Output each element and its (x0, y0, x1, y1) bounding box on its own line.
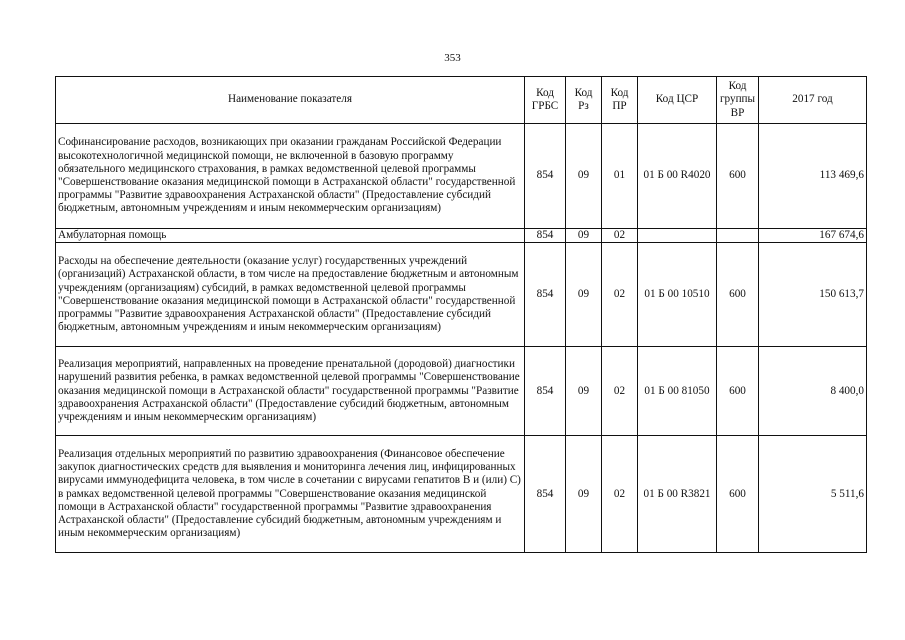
header-pr: Код ПР (602, 77, 638, 124)
row-amount: 150 613,7 (759, 243, 867, 347)
table-row (56, 229, 867, 243)
header-vr: Код группы ВР (717, 77, 759, 124)
table-row (56, 436, 867, 553)
row-amount: 8 400,0 (759, 347, 867, 436)
row-pr: 02 (602, 229, 638, 243)
row-name: Реализация мероприятий, направленных на проведение пренатальной (дородовой) диагностики нарушений развития ребенка, в рамках ведомственной целевой программы "Совершенствование оказания медицинской помощи в Астраханской области" государственной программы "Развитие здравоохранения Астраханской области" (Предоставление субсидий бюджетным, автономным учреждениям и иным некоммерческим организациям) (56, 347, 525, 436)
row-amount: 167 674,6 (759, 229, 867, 243)
row-rz: 09 (566, 347, 602, 436)
row-rz: 09 (566, 436, 602, 553)
row-csr: 01 Б 00 R3821 (638, 436, 717, 553)
row-pr: 02 (602, 347, 638, 436)
row-csr (638, 229, 717, 243)
row-name: Расходы на обеспечение деятельности (оказание услуг) государственных учреждений (организаций) Астраханской области, в том числе на предоставление бюджетным и автономным учреждениям (организациям) субсидий, в рамках ведомственной целевой программы "Совершенствование оказания медицинской помощи в Астраханской области" государственной программы "Развитие здравоохранения Астраханской области" (Предоставление субсидий бюджетным, автономным учреждениям и иным некоммерческим организациям) (56, 243, 525, 347)
row-vr (717, 229, 759, 243)
row-rz: 09 (566, 229, 602, 243)
row-grbs: 854 (525, 347, 566, 436)
header-csr: Код ЦСР (638, 77, 717, 124)
page-number: 353 (444, 52, 461, 64)
row-grbs: 854 (525, 243, 566, 347)
row-grbs: 854 (525, 124, 566, 229)
row-name: Софинансирование расходов, возникающих при оказании гражданам Российской Федерации высокотехнологичной медицинской помощи, не включенной в базовую программу обязательного медицинского страхования, в рамках ведомственной целевой программы "Совершенствование оказания медицинской помощи в Астраханской области" государственной программы "Развитие здравоохранения Астраханской области" (Предоставление субсидий бюджетным, автономным учреждениям и иным некоммерческим организациям) (56, 124, 525, 229)
row-csr: 01 Б 00 R4020 (638, 124, 717, 229)
row-pr: 02 (602, 243, 638, 347)
row-amount: 5 511,6 (759, 436, 867, 553)
row-pr: 01 (602, 124, 638, 229)
row-csr: 01 Б 00 10510 (638, 243, 717, 347)
header-row (56, 77, 867, 124)
budget-table (55, 76, 867, 553)
row-pr: 02 (602, 436, 638, 553)
table-row (56, 243, 867, 347)
row-amount: 113 469,6 (759, 124, 867, 229)
row-name: Амбулаторная помощь (56, 229, 525, 243)
header-name: Наименование показателя (56, 77, 525, 124)
row-csr: 01 Б 00 81050 (638, 347, 717, 436)
row-grbs: 854 (525, 436, 566, 553)
row-name: Реализация отдельных мероприятий по развитию здравоохранения (Финансовое обеспечение закупок диагностических средств для выявления и мониторинга лечения лиц, инфицированных вирусами иммунодефицита человека, в том числе в сочетании с вирусами гепатитов В и (или) С) в рамках ведомственной целевой программы "Совершенствование оказания медицинской помощи в Астраханской области" государственной программы "Развитие здравоохранения Астраханской области" (Предоставление субсидий бюджетным, автономным учреждениям и иным некоммерческим организациям) (56, 436, 525, 553)
header-grbs: Код ГРБС (525, 77, 566, 124)
row-rz: 09 (566, 243, 602, 347)
table-row (56, 124, 867, 229)
header-rz: Код Рз (566, 77, 602, 124)
row-grbs: 854 (525, 229, 566, 243)
table-row (56, 347, 867, 436)
row-vr: 600 (717, 124, 759, 229)
row-vr: 600 (717, 347, 759, 436)
row-vr: 600 (717, 243, 759, 347)
header-year: 2017 год (759, 77, 867, 124)
row-rz: 09 (566, 124, 602, 229)
row-vr: 600 (717, 436, 759, 553)
